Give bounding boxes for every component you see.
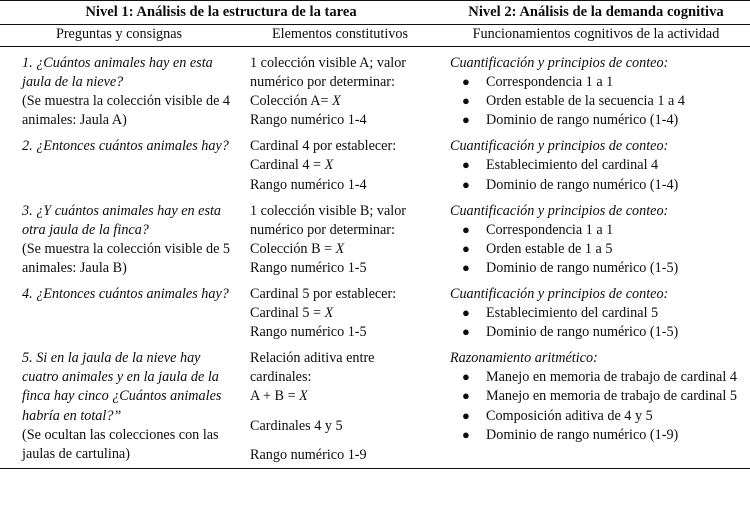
list-item-label: Composición aditiva de 4 y 5 xyxy=(486,407,653,424)
bullet-icon: ● xyxy=(462,407,470,423)
element-line: Cardinales 4 y 5 xyxy=(250,417,343,434)
cell-question xyxy=(0,195,238,278)
table-row xyxy=(0,130,750,194)
table-body xyxy=(0,46,750,468)
bullet-icon: ● xyxy=(462,112,470,128)
cognitive-title: Cuantificación y principios de conteo: xyxy=(450,202,669,219)
variable-x: X xyxy=(324,305,334,322)
table-row xyxy=(0,278,750,342)
header-level-1: Nivel 1: Análisis de la estructura de la tarea xyxy=(0,1,442,25)
element-line: Rango numérico 1-5 xyxy=(250,259,367,276)
list-item-label: Dominio de rango numérico (1-5) xyxy=(486,259,679,276)
cell-question xyxy=(0,342,238,468)
list-item xyxy=(450,387,746,406)
bullet-icon: ● xyxy=(462,305,470,321)
question-note: (Se ocultan las colecciones con las jaulas de cartulina) xyxy=(22,426,219,462)
table-head xyxy=(0,1,750,47)
cognitive-list xyxy=(450,368,746,444)
cognitive-list xyxy=(450,156,746,194)
cognitive-list xyxy=(450,221,746,278)
cell-cognitive xyxy=(442,46,750,130)
list-item-label: Orden estable de 1 a 5 xyxy=(486,240,613,257)
element-line: Rango numérico 1-4 xyxy=(250,112,367,129)
question-note: (Se muestra la colección visible de 5 animales: Jaula B) xyxy=(22,240,231,276)
list-item xyxy=(450,368,746,387)
list-item xyxy=(450,92,746,111)
level-header-row xyxy=(0,1,750,25)
list-item-label: Dominio de rango numérico (1-5) xyxy=(486,324,679,341)
element-line: Cardinal 4 = X xyxy=(250,157,334,174)
question-text: 2. ¿Entonces cuántos animales hay? xyxy=(22,138,229,155)
bullet-icon: ● xyxy=(462,240,470,256)
list-item xyxy=(450,156,746,175)
list-item-label: Orden estable de la secuencia 1 a 4 xyxy=(486,93,685,110)
element-line: Cardinal 4 por establecer: xyxy=(250,138,397,155)
bullet-icon: ● xyxy=(462,157,470,173)
table-row xyxy=(0,46,750,130)
list-item-label: Establecimiento del cardinal 4 xyxy=(486,157,659,174)
cognitive-title: Cuantificación y principios de conteo: xyxy=(450,54,669,71)
cell-elements xyxy=(238,195,442,278)
variable-x: X xyxy=(335,240,345,257)
list-item-label: Manejo en memoria de trabajo de cardinal 5 xyxy=(486,388,737,405)
list-item-label: Dominio de rango numérico (1-4) xyxy=(486,112,679,129)
element-spacer xyxy=(250,407,438,417)
header-col-cognitive: Funcionamientos cognitivos de la actividad xyxy=(442,25,750,47)
list-item xyxy=(450,240,746,259)
variable-x: X xyxy=(324,157,334,174)
cognitive-list xyxy=(450,304,746,342)
header-col-elements: Elementos constitutivos xyxy=(238,25,442,47)
bullet-icon: ● xyxy=(462,388,470,404)
list-item-label: Dominio de rango numérico (1-4) xyxy=(486,176,679,193)
cell-question xyxy=(0,130,238,194)
sub-header-row xyxy=(0,25,750,47)
bullet-icon: ● xyxy=(462,74,470,90)
cell-elements xyxy=(238,342,442,468)
question-text: 1. ¿Cuántos animales hay en esta jaula de la nieve? xyxy=(22,54,213,91)
element-line: Rango numérico 1-9 xyxy=(250,447,367,464)
list-item xyxy=(450,259,746,278)
variable-x: X xyxy=(332,93,341,110)
element-line: Colección A= X xyxy=(250,93,341,110)
list-item xyxy=(450,221,746,240)
list-item-label: Correspondencia 1 a 1 xyxy=(486,221,614,238)
cell-cognitive xyxy=(442,130,750,194)
list-item-label: Dominio de rango numérico (1-9) xyxy=(486,426,679,443)
cell-elements xyxy=(238,278,442,342)
question-note: (Se muestra la colección visible de 4 animales: Jaula A) xyxy=(22,93,231,129)
element-line: A + B = X xyxy=(250,388,308,405)
cell-cognitive xyxy=(442,195,750,278)
cell-elements xyxy=(238,46,442,130)
element-line: Colección B = X xyxy=(250,240,345,257)
cell-question xyxy=(0,46,238,130)
table-row xyxy=(0,195,750,278)
bullet-icon: ● xyxy=(462,426,470,442)
bullet-icon: ● xyxy=(462,176,470,192)
question-text: 5. Si en la jaula de la nieve hay cuatro animales y en la jaula de la finca hay cinco ¿Cuántos animales habría en total?” xyxy=(22,350,222,424)
list-item xyxy=(450,304,746,323)
element-line: 1 colección visible A; valor numérico por determinar: xyxy=(250,54,407,91)
list-item xyxy=(450,176,746,195)
list-item-label: Manejo en memoria de trabajo de cardinal 4 xyxy=(486,369,737,386)
element-line: Rango numérico 1-4 xyxy=(250,176,367,193)
cognitive-title: Cuantificación y principios de conteo: xyxy=(450,286,669,303)
cognitive-list xyxy=(450,73,746,130)
header-col-questions: Preguntas y consignas xyxy=(0,25,238,47)
bullet-icon: ● xyxy=(462,93,470,109)
question-text: 3. ¿Y cuántos animales hay en esta otra jaula de la finca? xyxy=(22,202,221,238)
list-item-label: Correspondencia 1 a 1 xyxy=(486,74,614,91)
cognitive-title: Cuantificación y principios de conteo: xyxy=(450,138,669,155)
cell-cognitive xyxy=(442,278,750,342)
cell-elements xyxy=(238,130,442,194)
list-item xyxy=(450,407,746,426)
list-item xyxy=(450,426,746,445)
list-item xyxy=(450,111,746,130)
element-line: 1 colección visible B; valor numérico por determinar: xyxy=(250,202,407,238)
header-level-2: Nivel 2: Análisis de la demanda cognitiva xyxy=(442,1,750,25)
element-line: Cardinal 5 = X xyxy=(250,305,334,322)
bullet-icon: ● xyxy=(462,324,470,340)
element-line: Rango numérico 1-5 xyxy=(250,324,367,341)
bullet-icon: ● xyxy=(462,259,470,275)
element-line: Relación aditiva entre cardinales: xyxy=(250,350,375,386)
element-line: Cardinal 5 por establecer: xyxy=(250,286,397,303)
list-item xyxy=(450,73,746,92)
list-item xyxy=(450,323,746,342)
question-text: 4. ¿Entonces cuántos animales hay? xyxy=(22,286,229,303)
bullet-icon: ● xyxy=(462,369,470,385)
table-row xyxy=(0,342,750,468)
bullet-icon: ● xyxy=(462,221,470,237)
cell-cognitive xyxy=(442,342,750,468)
element-spacer xyxy=(250,436,438,446)
cognitive-title: Razonamiento aritmético: xyxy=(450,350,598,367)
variable-x: X xyxy=(299,388,308,405)
list-item-label: Establecimiento del cardinal 5 xyxy=(486,305,659,322)
cell-question xyxy=(0,278,238,342)
